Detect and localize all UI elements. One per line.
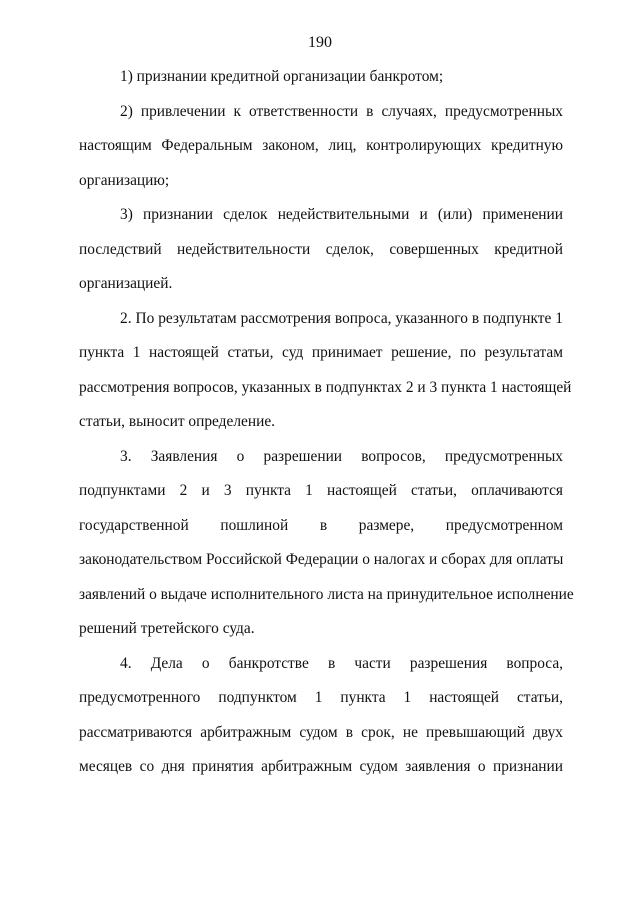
text-line: 4. Дела о банкротстве в части разрешения вопроса, <box>120 654 563 672</box>
text-line: 1) признании кредитной организации банкротом; <box>120 68 444 85</box>
text-line: организацией. <box>79 275 173 292</box>
text-line: подпунктами 2 и 3 пункта 1 настоящей статьи, оплачиваются <box>79 482 563 499</box>
page-number: 190 <box>308 34 332 51</box>
text-line: рассмотрения вопросов, указанных в подпунктах 2 и 3 пункта 1 настоящей <box>79 378 572 396</box>
text-line: организацию; <box>79 171 170 189</box>
text-line: месяцев со дня принятия арбитражным судом заявления о признании <box>79 758 563 775</box>
text-line: решений третейского суда. <box>79 620 255 637</box>
text-line: последствий недействительности сделок, совершенных кредитной <box>79 240 563 258</box>
text-line: 3) признании сделок недействительными и (или) применении <box>120 206 563 223</box>
text-line: 2) привлечении к ответственности в случаях, предусмотренных <box>120 102 563 120</box>
text-line: рассматриваются арбитражным судом в срок, не превышающий двух <box>79 723 563 741</box>
text-line: настоящим Федеральным законом, лиц, контролирующих кредитную <box>79 137 563 154</box>
text-line: пункта 1 настоящей статьи, суд принимает решение, по результатам <box>79 344 563 361</box>
text-line: 3. Заявления о разрешении вопросов, предусмотренных <box>120 447 563 465</box>
text-line: заявлений о выдаче исполнительного листа на принудительное исполнение <box>79 585 574 603</box>
text-line: предусмотренного подпунктом 1 пункта 1 настоящей статьи, <box>79 689 563 706</box>
text-line: законодательством Российской Федерации о налогах и сборах для оплаты <box>79 551 564 568</box>
document-body <box>79 60 574 785</box>
text-line: статьи, выносит определение. <box>79 413 275 430</box>
text-line: 2. По результатам рассмотрения вопроса, указанного в подпункте 1 <box>120 309 563 327</box>
text-line: государственной пошлиной в размере, предусмотренном <box>79 516 563 534</box>
